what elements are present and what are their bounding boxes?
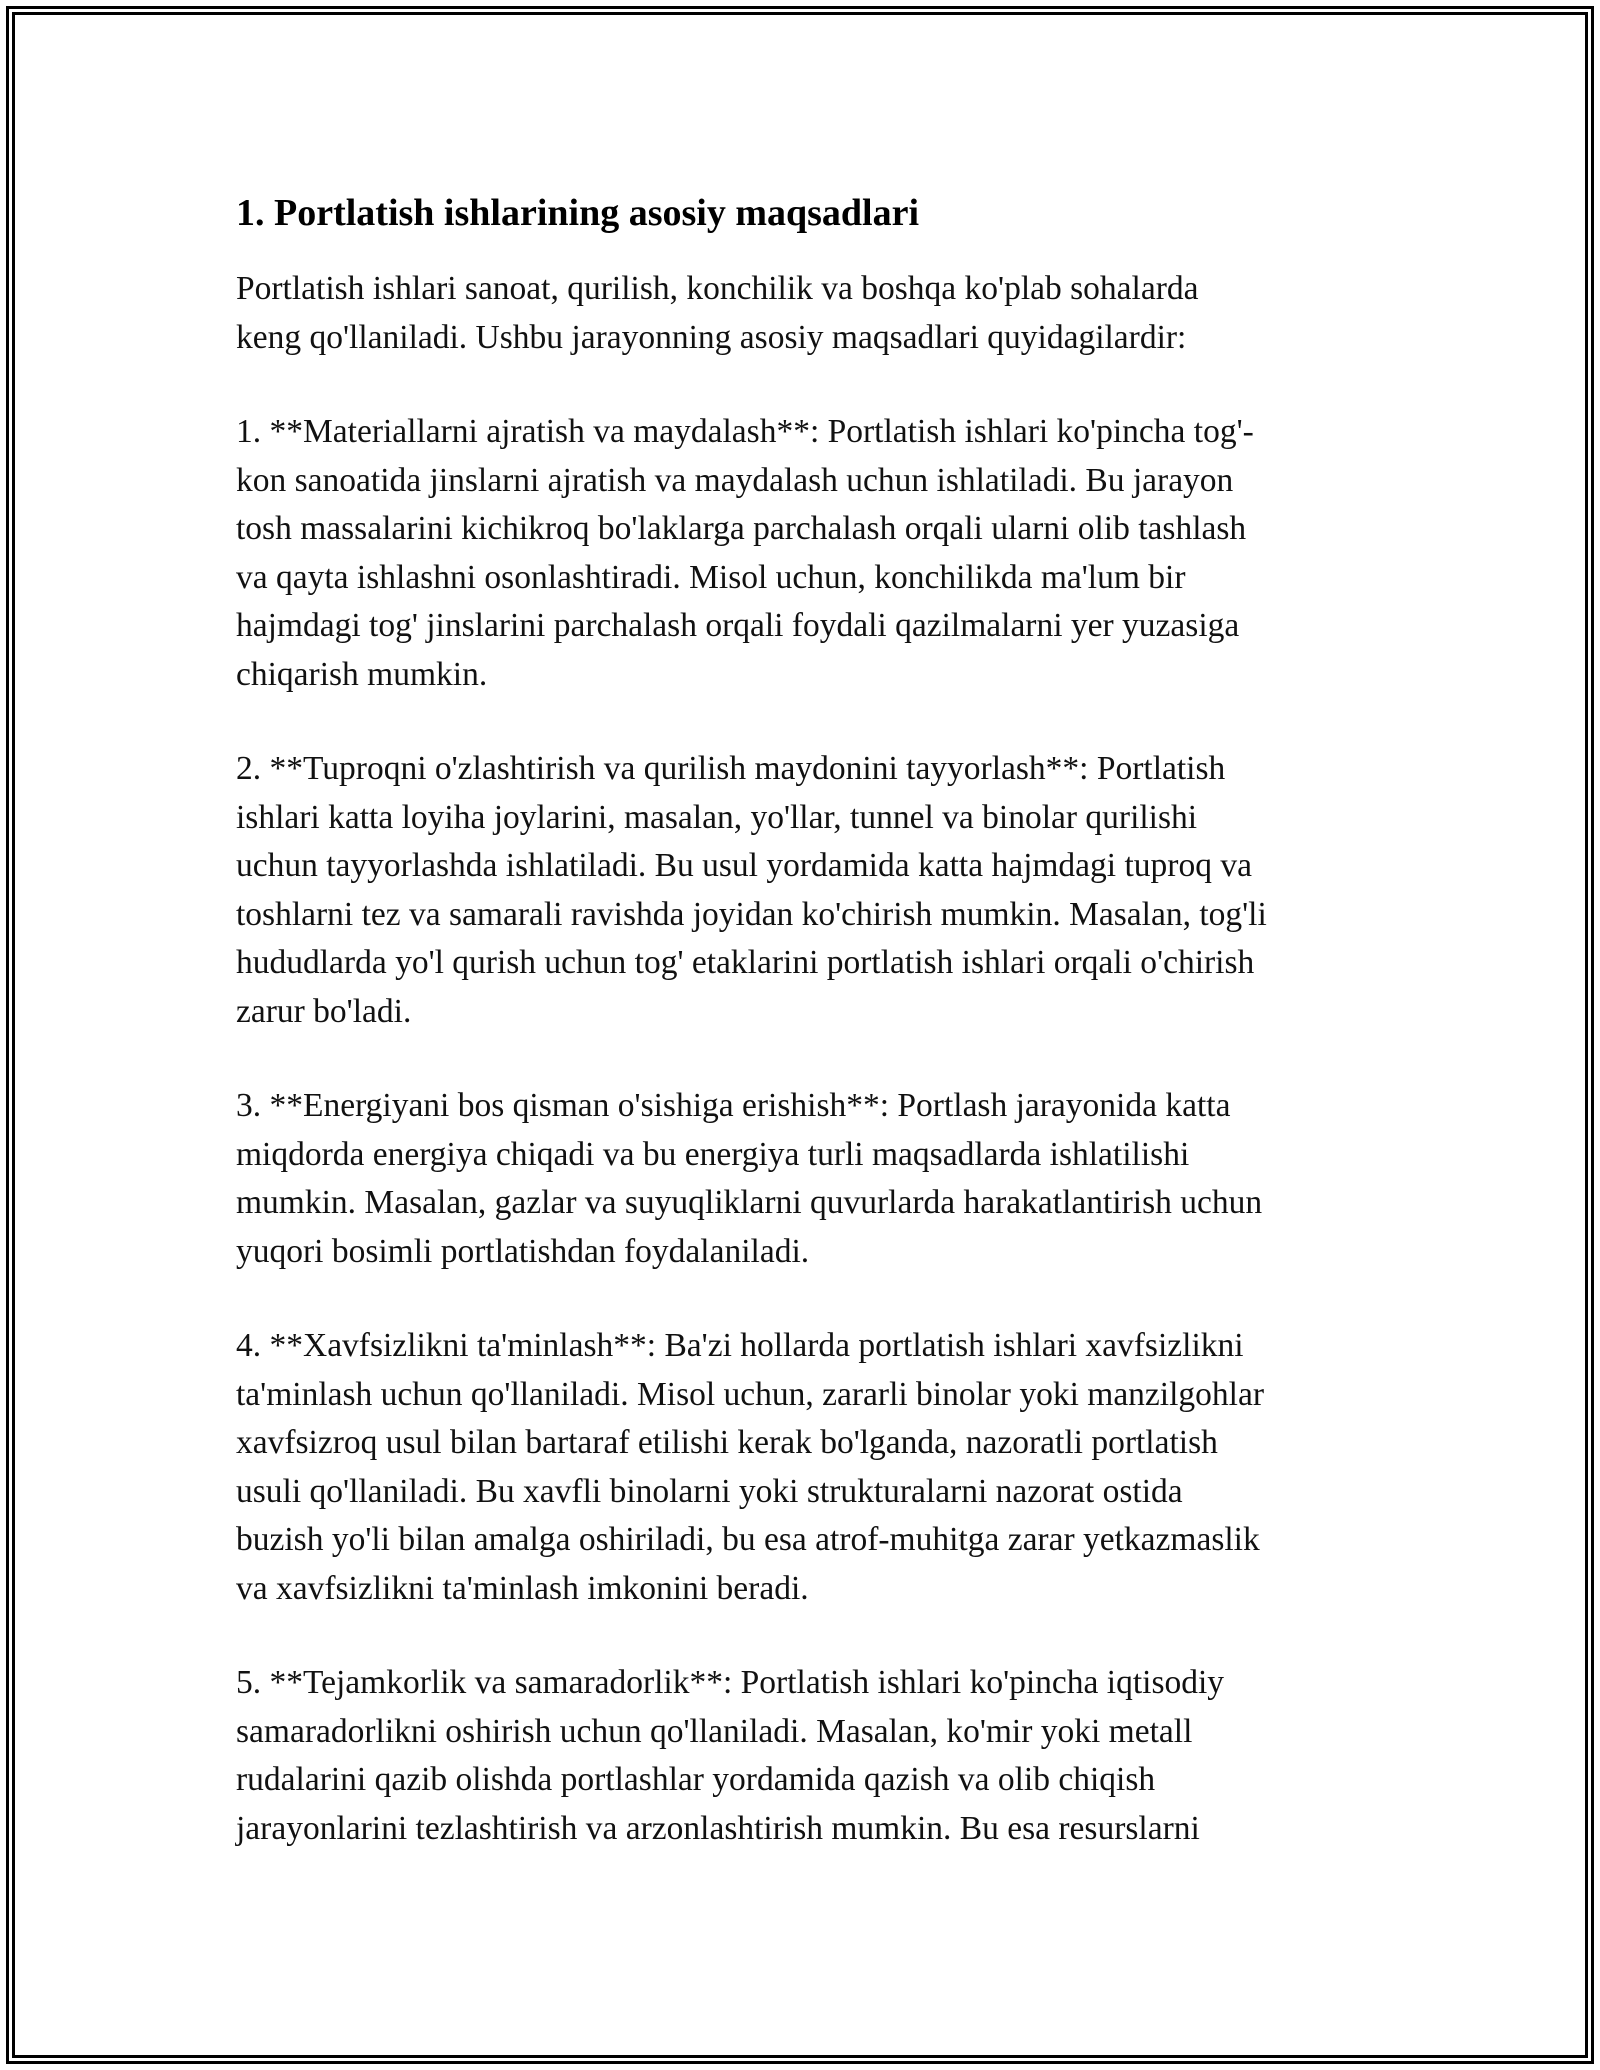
list-item-4: 4. **Xavfsizlikni ta'minlash**: Ba'zi hollarda portlatish ishlari xavfsizlikni ta'minlash uchun qo'llaniladi. Misol uchun, zararli binolar yoki manzilgohlar xavfsizroq usul bilan bartaraf etilishi kerak bo'lganda, nazoratli portlatish usuli qo'llaniladi. Bu xavfli binolarni yoki strukturalarni nazorat ostida buzish yo'li bilan amalga oshiriladi, bu esa atrof-muhitga zarar yetkazmaslik va xavfsizlikni ta'minlash imkonini beradi. [236, 1327, 1264, 1607]
list-item-1: 1. **Materiallarni ajratish va maydalash**: Portlatish ishlari ko'pincha tog'- kon sanoatida jinslarni ajratish va maydalash uchun ishlatiladi. Bu jarayon tosh massalarini kichikroq bo'laklarga parchalash orqali ularni olib tashlash va qayta ishlashni osonlashtiradi. Misol uchun, konchilikda ma'lum bir hajmdagi tog' jinslarini parchalash orqali foydali qazilmalarni yer yuzasiga chiqarish mumkin. [236, 413, 1254, 693]
intro-paragraph: Portlatish ishlari sanoat, qurilish, konchilik va boshqa ko'plab sohalarda keng qo'llaniladi. Ushbu jarayonning asosiy maqsadlari quyidagilardir: [236, 270, 1199, 356]
document-body [236, 186, 1366, 1853]
list-item-5: 5. **Tejamkorlik va samaradorlik**: Portlatish ishlari ko'pincha iqtisodiy samaradorlikni oshirish uchun qo'llaniladi. Masalan, ko'mir yoki metall rudalarini qazib olishda portlashlar yordamida qazish va olib chiqish jarayonlarini tezlashtirish va arzonlashtirish mumkin. Bu esa resurslarni [236, 1664, 1225, 1847]
list-item-3: 3. **Energiyani bos qisman o'sishiga erishish**: Portlash jarayonida katta miqdorda energiya chiqadi va bu energiya turli maqsadlarda ishlatilishi mumkin. Masalan, gazlar va suyuqliklarni quvurlarda harakatlantirish uchun yuqori bosimli portlatishdan foydalaniladi. [236, 1087, 1263, 1270]
page-title: 1. Portlatish ishlarining asosiy maqsadlari [236, 192, 920, 234]
list-item-2: 2. **Tuproqni o'zlashtirish va qurilish maydonini tayyorlash**: Portlatish ishlari katta loyiha joylarini, masalan, yo'llar, tunnel va binolar qurilishi uchun tayyorlashda ishlatiladi. Bu usul yordamida katta hajmdagi tuproq va toshlarni tez va samarali ravishda joyidan ko'chirish mumkin. Masalan, tog'li hududlarda yo'l qurish uchun tog' etaklarini portlatish ishlari orqali o'chirish zarur bo'ladi. [236, 750, 1267, 1030]
